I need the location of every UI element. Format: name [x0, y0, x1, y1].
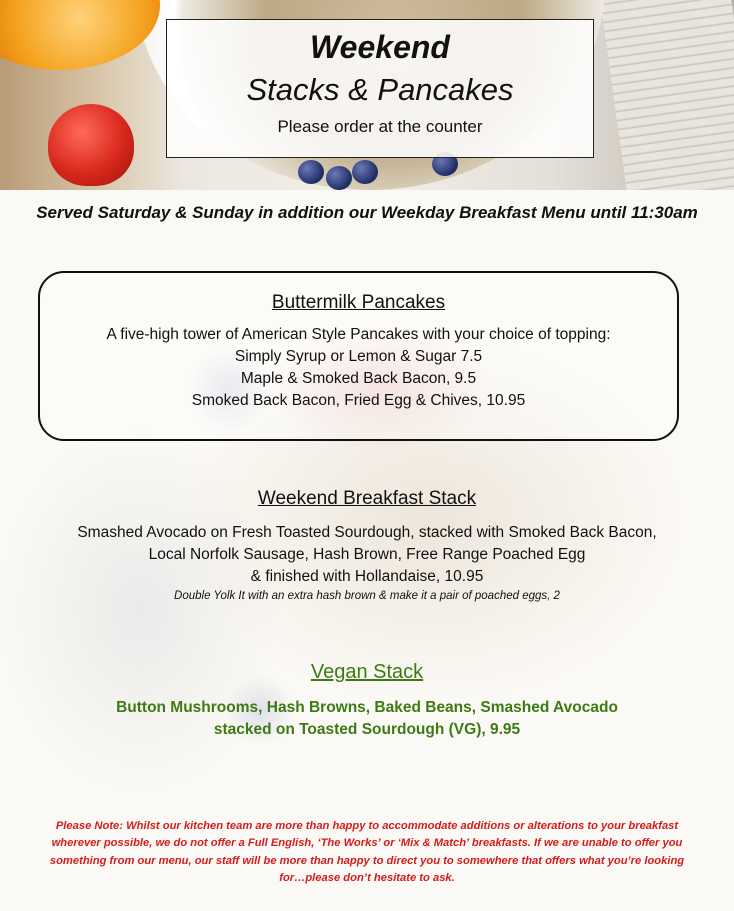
strawberry-image [48, 104, 134, 186]
served-days-line: Served Saturday & Sunday in addition our Weekday Breakfast Menu until 11:30am [36, 203, 698, 222]
blueberry-image [298, 160, 324, 184]
orange-slice-image [0, 0, 160, 70]
weekend-stack-title: Weekend Breakfast Stack [257, 488, 477, 509]
vegan-stack-section [0, 660, 734, 741]
vegan-stack-line: Button Mushrooms, Hash Browns, Baked Beans, Smashed Avocado [116, 699, 618, 716]
vegan-stack-title: Vegan Stack [310, 661, 424, 683]
menu-subtitle: Stacks & Pancakes [246, 72, 514, 107]
blueberry-image [326, 166, 352, 190]
weekend-stack-line: Smashed Avocado on Fresh Toasted Sourdough, stacked with Smoked Back Bacon, [77, 524, 657, 541]
please-note-notice [30, 818, 704, 888]
vegan-stack-line: stacked on Toasted Sourdough (VG), 9.95 [213, 721, 521, 738]
weekend-stack-line: & finished with Hollandaise, 10.95 [250, 568, 484, 585]
notice-line: Please Note: Whilst our kitchen team are more than happy to accommodate additions or alterations to your breakfast [55, 820, 679, 832]
menu-title-box [166, 19, 594, 158]
weekend-stack-line: Local Norfolk Sausage, Hash Brown, Free Range Poached Egg [148, 546, 586, 563]
notice-line: something from our menu, our staff will be more than happy to direct you to somewhere that offers what you’re looking [49, 854, 685, 867]
weekend-stack-extra: Double Yolk It with an extra hash brown & make it a pair of poached eggs, 2 [174, 590, 560, 602]
notice-line: wherever possible, we do not offer a Full English, ‘The Works’ or ‘Mix & Match’ breakfasts. If we are unable to offer you [51, 837, 683, 850]
pancakes-title: Buttermilk Pancakes [271, 292, 446, 313]
weekend-stack-section [0, 487, 734, 604]
pancakes-option: Maple & Smoked Back Bacon, 9.5 [240, 370, 477, 387]
blueberry-image [352, 160, 378, 184]
notice-line: for…please don’t hesitate to ask. [279, 872, 455, 885]
newspaper-image [600, 0, 734, 190]
pancakes-option: Simply Syrup or Lemon & Sugar 7.5 [234, 348, 483, 365]
menu-title: Weekend [310, 29, 450, 65]
pancakes-option: Smoked Back Bacon, Fried Egg & Chives, 10.95 [191, 392, 526, 409]
pancakes-description: A five-high tower of American Style Pancakes with your choice of topping: [106, 326, 611, 343]
order-note: Please order at the counter [277, 117, 483, 136]
pancakes-section [38, 271, 679, 441]
